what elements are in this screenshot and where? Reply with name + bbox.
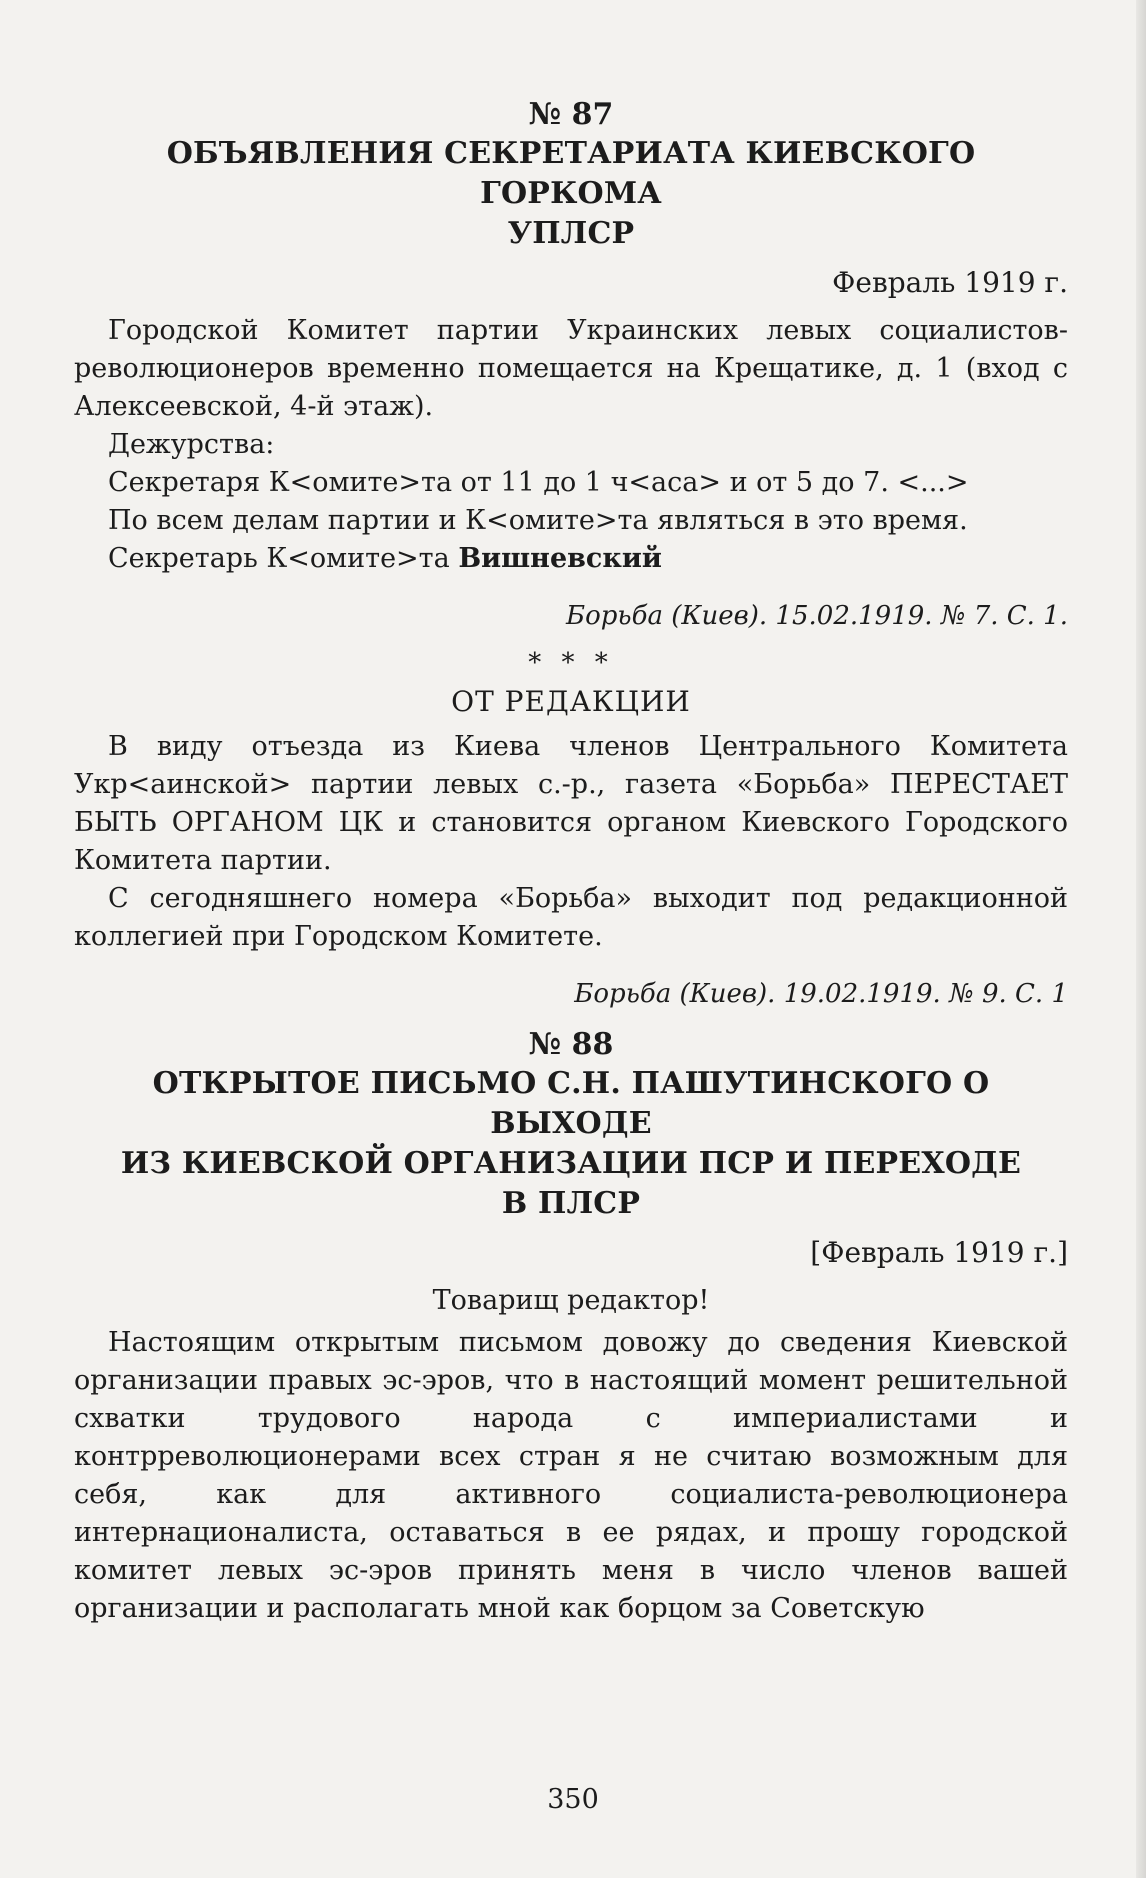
paragraph: В виду отъезда из Киева членов Центрального Комитета Укр<аинской> партии левых с.-р., газета «Борьба» ПЕРЕСТАЕТ БЫТЬ ОРГАНОМ ЦК и становится органом Киевского Городского Комитета партии. [74, 731, 1068, 876]
document-number: № 88 [528, 1027, 614, 1062]
section-separator: * * * [528, 648, 614, 678]
document-number: № 87 [528, 97, 614, 132]
paragraph: С сегодняшнего номера «Борьба» выходит под редакционной коллегией при Городском Комитете. [74, 883, 1068, 952]
page-number: 350 [547, 1784, 599, 1815]
title-line: УПЛСР [507, 216, 635, 251]
document-88 [74, 1026, 1068, 1628]
section-title: ОТ РЕДАКЦИИ [451, 685, 691, 718]
duty-line: По всем делам партии и К<омите>та являться в это время. [108, 505, 968, 536]
title-line: В ПЛСР [501, 1186, 641, 1221]
salutation: Товарищ редактор! [432, 1285, 710, 1316]
secretary-name: Вишневский [458, 543, 662, 574]
paragraph: Городской Комитет партии Украинских левых социалистов-революционеров временно помещается на Крещатике, д. 1 (вход с Алексеевской, 4-й этаж). [74, 315, 1068, 422]
source-citation: Борьба (Киев). 19.02.1919. № 9. С. 1 [574, 979, 1068, 1009]
paragraph: Настоящим открытым письмом довожу до сведения Киевской организации правых эс-эров, что в настоящий момент решительной схватки трудового народа с империалистами и контрреволюционерами всех стран я не считаю возможным для себя, как для активного социалиста-революционера интернационалиста, оставаться в ее рядах, и прошу городской комитет левых эс-эров принять меня в число членов вашей организации и располагать мной как борцом за Советскую [74, 1327, 1068, 1624]
duty-line: Секретаря К<омите>та от 11 до 1 ч<аса> и от 5 до 7. <...> [108, 467, 969, 498]
duty-label: Дежурства: [108, 429, 275, 460]
editorial-note [74, 682, 1068, 1012]
document-date: [Февраль 1919 г.] [810, 1236, 1068, 1269]
document-title [74, 1064, 1068, 1224]
document-date: Февраль 1919 г. [832, 266, 1068, 299]
title-line: ОБЪЯВЛЕНИЯ СЕКРЕТАРИАТА КИЕВСКОГО ГОРКОМА [166, 136, 976, 211]
page-edge [1136, 0, 1146, 1878]
document-87 [74, 96, 1068, 634]
title-line: ИЗ КИЕВСКОЙ ОРГАНИЗАЦИИ ПСР И ПЕРЕХОДЕ [120, 1146, 1022, 1181]
secretary-prefix: Секретарь К<омите>та [108, 543, 459, 574]
source-citation: Борьба (Киев). 15.02.1919. № 7. С. 1. [566, 601, 1068, 631]
title-line: ОТКРЫТОЕ ПИСЬМО С.Н. ПАШУТИНСКОГО О ВЫХОДЕ [152, 1066, 990, 1141]
signature-line [74, 540, 1068, 578]
document-title [74, 134, 1068, 254]
